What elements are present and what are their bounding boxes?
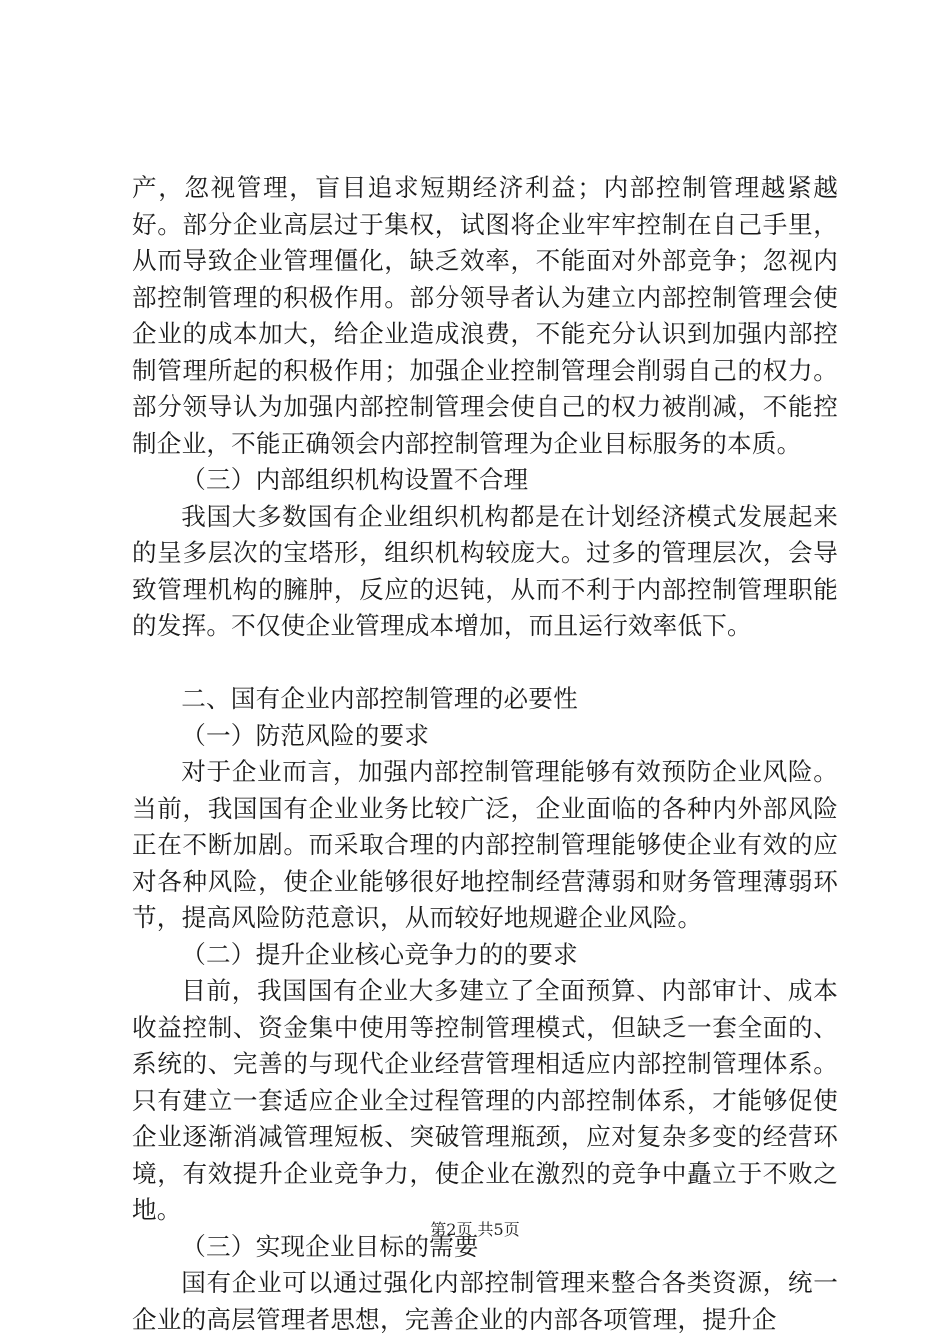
document-body [132, 170, 838, 1338]
page-footer [0, 1217, 950, 1240]
section-heading: （二）提升企业核心竞争力的的要求 [181, 939, 578, 969]
section-heading: （三）内部组织机构设置不合理 [181, 465, 529, 494]
section-heading: （一）防范风险的要求 [181, 720, 430, 750]
paragraph: 我国大多数国有企业组织机构都是在计划经济模式发展起来的呈多层次的宝塔形，组织机构较庞大。过多的管理层次，会导致管理机构的臃肿，反应的迟钝，从而不利于内部控制管理职能的发挥。不仅使企业管理成本增加，而且运行效率低下。 [132, 501, 838, 640]
paragraph: 国有企业可以通过强化内部控制管理来整合各类资源，统一企业的高层管理者思想，完善企业的内部各项管理，提升企 [132, 1268, 838, 1334]
paragraph: 对于企业而言，加强内部控制管理能够有效预防企业风险。当前，我国国有企业业务比较广泛，企业面临的各种内外部风险正在不断加剧。而采取合理的内部控制管理能够使企业有效的应对各种风险，使企业能够很好地控制经营薄弱和财务管理薄弱环节，提高风险防范意识，从而较好地规避企业风险。 [132, 757, 838, 932]
paragraph-continuation: 产，忽视管理，盲目追求短期经济利益；内部控制管理越紧越好。部分企业高层过于集权，试图将企业牢牢控制在自己手里，从而导致企业管理僵化，缺乏效率，不能面对外部竞争；忽视内部控制管理的积极作用。部分领导者认为建立内部控制管理会使企业的成本加大，给企业造成浪费，不能充分认识到加强内部控制管理所起的积极作用；加强企业控制管理会削弱自己的权力。部分领导认为加强内部控制管理会使自己的权力被削减，不能控制企业，不能正确领会内部控制管理为企业目标服务的本质。 [132, 173, 838, 458]
section-heading: （三）实现企业目标的需要 [181, 1231, 479, 1261]
chapter-heading: 二、国有企业内部控制管理的必要性 [181, 684, 578, 713]
paragraph: 目前，我国国有企业大多建立了全面预算、内部审计、成本收益控制、资金集中使用等控制管理模式，但缺乏一套全面的、系统的、完善的与现代企业经营管理相适应内部控制管理体系。只有建立一套适应企业全过程管理的内部控制体系，才能够促使企业逐渐消减管理短板、突破管理瓶颈，应对复杂多变的经营环境，有效提升企业竞争力，使企业在激烈的竞争中矗立于不败之地。 [132, 976, 838, 1224]
page-number-label: 第2页 共5页 [430, 1220, 520, 1239]
blank-line [132, 645, 838, 682]
